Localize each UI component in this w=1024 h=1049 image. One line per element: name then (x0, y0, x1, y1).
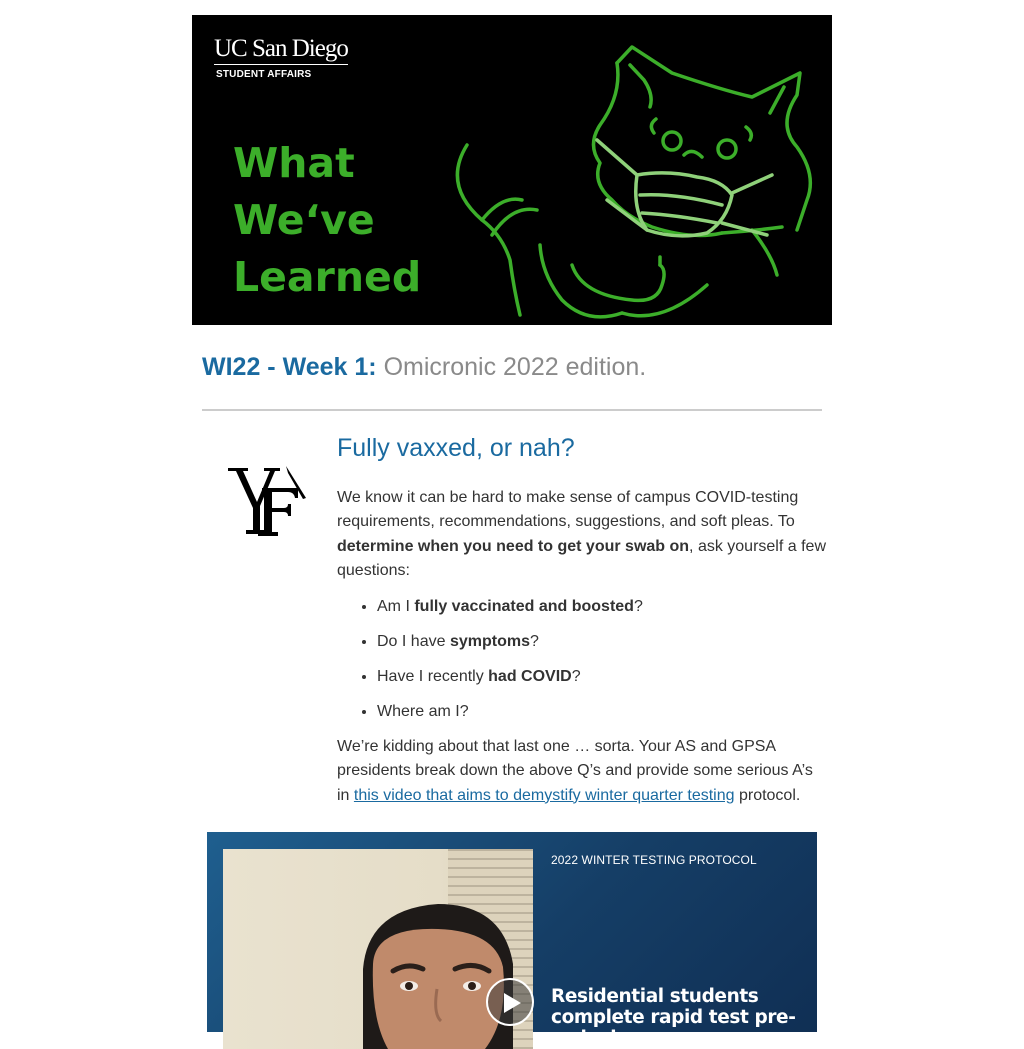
edition-heading (202, 350, 646, 384)
article-title: Fully vaxxed, or nah? (337, 434, 575, 462)
outro-text: We’re kidding about that last one … sorta. Your AS and GPSA presidents break down the above Q’s and provide some serious A’s in (337, 738, 813, 804)
list-item (377, 595, 827, 619)
testing-video-link[interactable]: this video that aims to demystify winter quarter testing (353, 786, 735, 804)
question-end: ? (571, 668, 581, 686)
banner-title-line: What (233, 139, 355, 187)
edition-subtitle: Omicronic 2022 edition. (383, 353, 647, 381)
question-text: Am I (377, 598, 415, 616)
question-end: ? (529, 633, 539, 651)
article-outro (337, 735, 827, 808)
question-bold: fully vaccinated and boosted (414, 598, 634, 616)
section-divider (202, 409, 822, 411)
article-intro (337, 486, 827, 583)
play-button[interactable] (486, 978, 534, 1026)
question-bold: symptoms (449, 633, 530, 651)
video-presenter-photo (223, 849, 533, 1049)
list-item (377, 665, 827, 689)
outro-text-end: protocol. (734, 786, 801, 804)
question-text: Have I recently (377, 668, 489, 686)
intro-bold-text: determine when you need to get your swab on (337, 537, 690, 555)
question-text: Do I have (377, 633, 450, 651)
banner-title (233, 135, 421, 306)
video-label: 2022 WINTER TESTING PROTOCOL (551, 853, 757, 867)
questions-list (337, 595, 827, 724)
article-fully-vaxxed (337, 432, 827, 808)
intro-text: We know it can be hard to make sense of campus COVID-testing requirements, recommendations, suggestions, and soft pleas. To (337, 489, 799, 531)
header-banner (192, 15, 832, 325)
yf-monogram-icon (226, 464, 308, 540)
question-bold: had COVID (488, 668, 572, 686)
intro-text-end: , ask yourself a few questions: (337, 537, 826, 579)
play-icon (501, 991, 523, 1015)
list-item (377, 630, 827, 654)
masked-raccoon-outline-icon (422, 35, 832, 325)
banner-title-line: We‘ve (233, 196, 375, 244)
logo-wordmark: UC San Diego (214, 35, 348, 65)
question-text: Where am I? (377, 703, 469, 721)
question-end: ? (633, 598, 643, 616)
edition-week: WI22 - Week 1: (202, 353, 377, 381)
logo-department: STUDENT AFFAIRS (216, 69, 312, 80)
list-item (377, 700, 827, 724)
ucsd-logo (214, 35, 348, 80)
presenter-face (223, 849, 533, 1049)
video-thumbnail[interactable] (207, 832, 817, 1049)
banner-title-line: Learned (233, 253, 422, 301)
video-caption: Residential students complete rapid test pre-arrival. (551, 986, 796, 1049)
